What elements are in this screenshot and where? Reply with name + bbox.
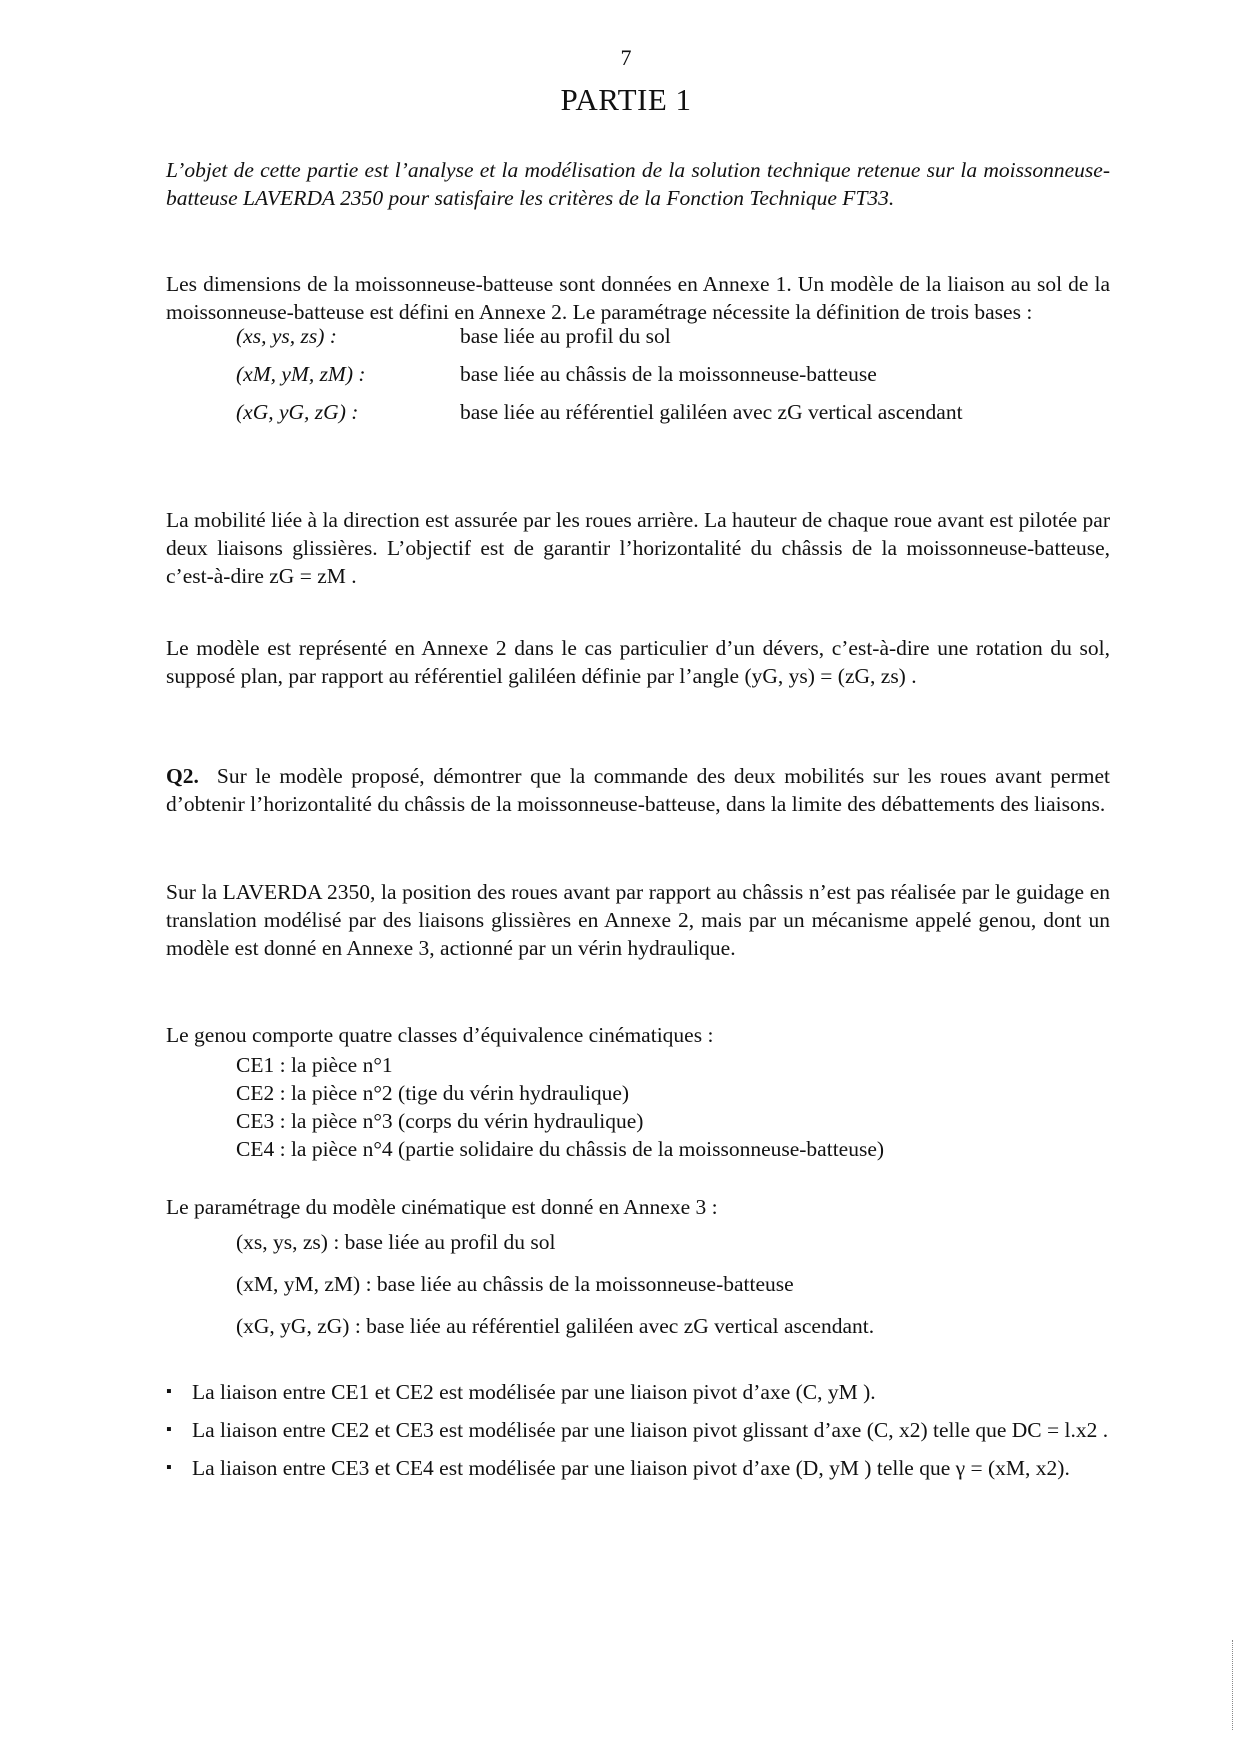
base-description: base liée au châssis de la moissonneuse-batteuse — [460, 362, 877, 386]
bases-table-2 — [236, 1228, 874, 1354]
model-paragraph: Le modèle est représenté en Annexe 2 dans le cas particulier d’un dévers, c’est-à-dire une rotation du sol, supposé plan, par rapport au référentiel galiléen définie par l’angle (yG, ys) = (zG, zs) . — [166, 636, 1110, 688]
list-item — [166, 1378, 1110, 1406]
intro-paragraph: L’objet de cette partie est l’analyse et la modélisation de la solution technique retenue sur la moissonneuse-batteuse LAVERDA 2350 pour satisfaire les critères de la Fonction Technique FT33. — [166, 158, 1110, 210]
bullet-icon: ▪ — [166, 1383, 172, 1400]
parametrage-paragraph: Le paramétrage du modèle cinématique est donné en Annexe 3 : — [166, 1195, 718, 1219]
list-item: CE4 : la pièce n°4 (partie solidaire du châssis de la moissonneuse-batteuse) — [236, 1137, 885, 1161]
base-row-sol — [236, 322, 1136, 354]
laverda-paragraph: Sur la LAVERDA 2350, la position des roues avant par rapport au châssis n’est pas réalisée par le guidage en translation modélisé par des liaisons glissières en Annexe 2, mais par un mécanisme appelé genou, dont un modèle est donné en Annexe 3, actionné par un vérin hydraulique. — [166, 880, 1110, 960]
list-item — [166, 1416, 1110, 1444]
list-item: CE2 : la pièce n°2 (tige du vérin hydraulique) — [236, 1081, 630, 1105]
part-title: PARTIE 1 — [560, 82, 692, 117]
list-item — [166, 1454, 1110, 1482]
base-row-chassis — [236, 360, 1136, 392]
bullet-text: La liaison entre CE1 et CE2 est modélisée par une liaison pivot d’axe (C, yM ). — [192, 1380, 876, 1404]
bullet-text: La liaison entre CE2 et CE3 est modélisée par une liaison pivot glissant d’axe (C, x2) telle que DC = l.x2 . — [192, 1418, 1109, 1442]
base-row-galileen — [236, 398, 1136, 430]
list-item: CE1 : la pièce n°1 — [236, 1053, 393, 1077]
margin-mark — [1232, 1640, 1234, 1730]
bullet-icon: ▪ — [166, 1459, 172, 1476]
ce-list — [236, 1051, 884, 1163]
base-description: base liée au référentiel galiléen avec zG vertical ascendant — [460, 400, 963, 424]
bullet-text: La liaison entre CE3 et CE4 est modélisée par une liaison pivot d’axe (D, yM ) telle que γ = (xM, x2). — [192, 1456, 1070, 1480]
dimensions-paragraph: Les dimensions de la moissonneuse-batteuse sont données en Annexe 1. Un modèle de la liaison au sol de la moissonneuse-batteuse est défini en Annexe 2. Le paramétrage nécessite la définition de trois bases : — [166, 272, 1110, 324]
liaisons-list — [166, 1378, 1110, 1492]
base-description: base liée au profil du sol — [460, 324, 671, 348]
mobility-paragraph: La mobilité liée à la direction est assurée par les roues arrière. La hauteur de chaque roue avant est pilotée par deux liaisons glissières. L’objectif est de garantir l’horizontalité du châssis de la moissonneuse-batteuse, c’est-à-dire zG = zM . — [166, 508, 1110, 588]
question-text: Sur le modèle proposé, démontrer que la commande des deux mobilités sur les roues avant permet d’obtenir l’horizontalité du châssis de la moissonneuse-batteuse, dans la limite des débattements des liaisons. — [166, 764, 1110, 816]
question-q2 — [166, 762, 1110, 818]
base-symbol: (xG, yG, zG) : — [236, 400, 359, 424]
base-line: (xG, yG, zG) : base liée au référentiel galiléen avec zG vertical ascendant. — [236, 1314, 875, 1338]
list-item: CE3 : la pièce n°3 (corps du vérin hydraulique) — [236, 1109, 644, 1133]
page-number: 7 — [620, 45, 632, 70]
base-line: (xM, yM, zM) : base liée au châssis de la moissonneuse-batteuse — [236, 1272, 794, 1296]
base-line: (xs, ys, zs) : base liée au profil du sol — [236, 1230, 556, 1254]
base-symbol: (xM, yM, zM) : — [236, 362, 366, 386]
base-symbol: (xs, ys, zs) : — [236, 324, 337, 348]
bullet-icon: ▪ — [166, 1421, 172, 1438]
question-label: Q2. — [166, 764, 199, 788]
genou-paragraph: Le genou comporte quatre classes d’équivalence cinématiques : — [166, 1023, 714, 1047]
